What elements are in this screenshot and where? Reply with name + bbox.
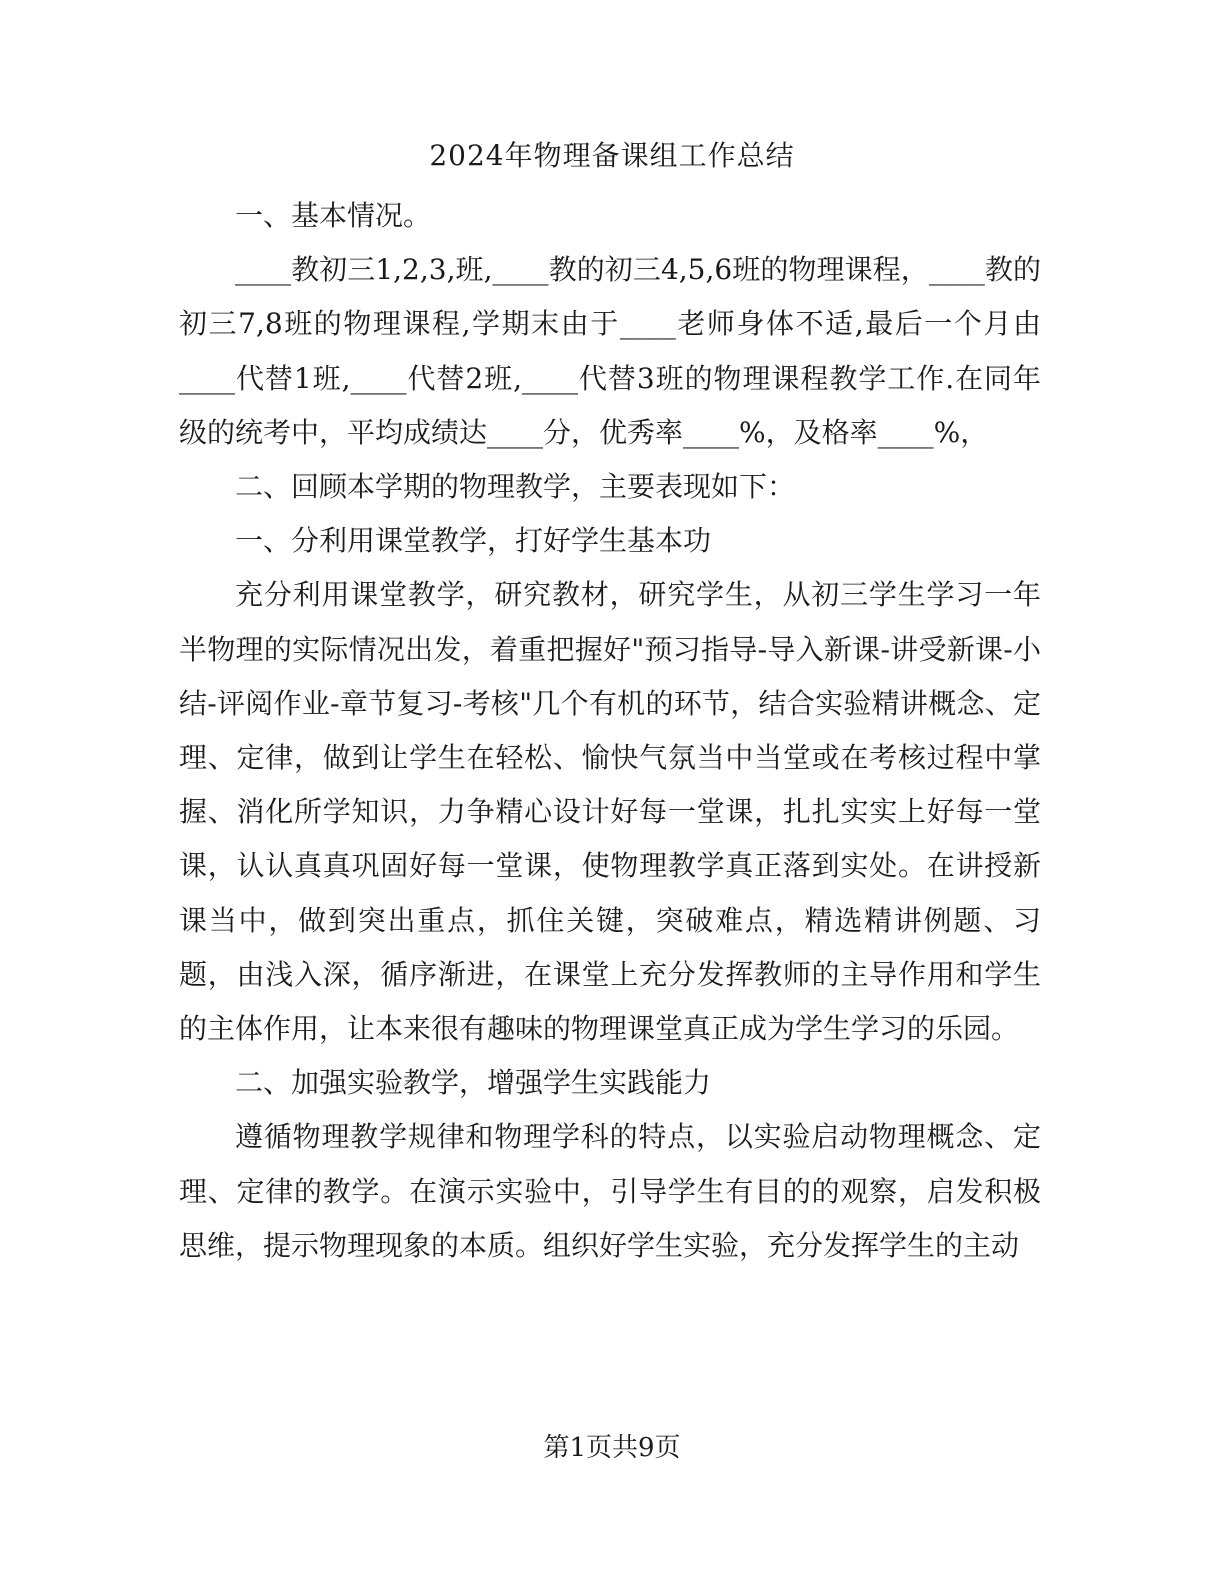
page-number: 第1页共9页 <box>543 1433 681 1463</box>
section-heading-basic-info: 一、基本情况。 <box>235 199 432 232</box>
document-title: 2024年物理备课组工作总结 <box>429 139 795 172</box>
section-heading-review: 二、回顾本学期的物理教学，主要表现如下： <box>235 470 796 504</box>
paragraph-basic-info: ____教初三1,2,3,班,____教的初三4,5,6班的物理课程，____教的初三7,8班的物理课程,学期末由于____老师身体不适,最后一个月由____代替1班,____代替2班,____代替3班的物理课程教学工作.在同年级的统考中，平均成绩达____分，优秀率____%，及格率____%， <box>179 253 1041 449</box>
subheading-classroom-teaching: 一、分利用课堂教学，打好学生基本功 <box>235 524 712 558</box>
document-body <box>179 189 1041 1273</box>
paragraph-experiment-teaching: 遵循物理教学规律和物理学科的特点，以实验启动物理概念、定理、定律的教学。在演示实验中，引导学生有目的的观察，启发积极思维，提示物理现象的本质。组织好学生实验，充分发挥学生的主动 <box>179 1120 1041 1262</box>
paragraph-classroom-teaching: 充分利用课堂教学，研究教材，研究学生，从初三学生学习一年半物理的实际情况出发，着重把握好"预习指导-导入新课-讲受新课-小结-评阅作业-章节复习-考核"几个有机的环节，结合实验精讲概念、定理、定律，做到让学生在轻松、愉快气氛当中当堂或在考核过程中掌握、消化所学知识，力争精心设计好每一堂课，扎扎实实上好每一堂课，认认真真巩固好每一堂课，使物理教学真正落到实处。在讲授新课当中，做到突出重点，抓住关键，突破难点，精选精讲例题、习题，由浅入深，循序渐进，在课堂上充分发挥教师的主导作用和学生的主体作用，让本来很有趣味的物理课堂真正成为学生学习的乐园。 <box>179 578 1041 1046</box>
subheading-experiment-teaching: 二、加强实验教学，增强学生实践能力 <box>235 1066 712 1100</box>
